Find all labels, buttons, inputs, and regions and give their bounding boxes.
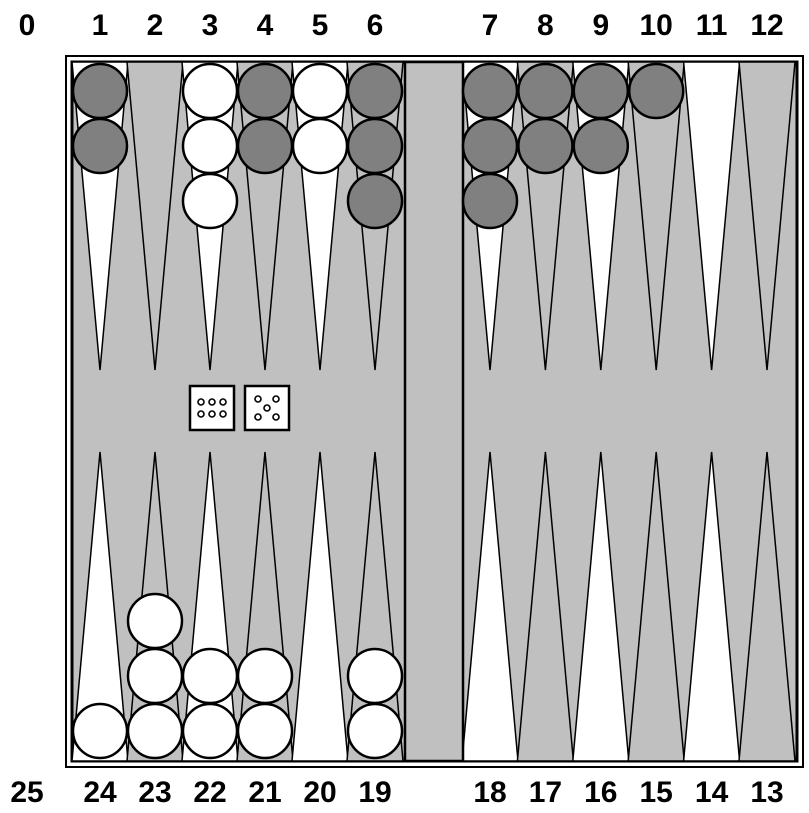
point-label-bottom: 16 — [584, 776, 618, 809]
light-checker-point-23[interactable] — [128, 594, 182, 648]
light-checker-point-23[interactable] — [128, 704, 182, 758]
dark-checker-point-10[interactable] — [629, 64, 683, 118]
point-label-top: 3 — [201, 9, 219, 42]
die-pip — [198, 399, 204, 405]
point-label-bottom: 22 — [193, 776, 227, 809]
corner-label-top-left: 0 — [18, 9, 36, 42]
light-checker-point-5[interactable] — [293, 119, 347, 173]
light-checker-point-19[interactable] — [348, 704, 402, 758]
die-pip — [264, 405, 270, 411]
light-checker-point-22[interactable] — [183, 649, 237, 703]
point-label-bottom: 14 — [694, 776, 729, 809]
die-pip — [255, 396, 261, 402]
light-checker-point-21[interactable] — [238, 704, 292, 758]
point-label-top: 5 — [311, 9, 329, 42]
dark-checker-point-7[interactable] — [463, 64, 517, 118]
dark-checker-point-4[interactable] — [238, 64, 292, 118]
light-checker-point-3[interactable] — [183, 174, 237, 228]
die-pip — [255, 414, 261, 420]
point-label-top: 10 — [639, 9, 673, 42]
light-checker-point-3[interactable] — [183, 119, 237, 173]
dark-checker-point-7[interactable] — [463, 174, 517, 228]
point-label-top: 6 — [366, 9, 384, 42]
dark-checker-point-8[interactable] — [518, 119, 572, 173]
light-checker-point-3[interactable] — [183, 64, 237, 118]
die-pip — [209, 411, 215, 417]
point-label-top: 11 — [695, 9, 728, 42]
dark-checker-point-1[interactable] — [73, 64, 127, 118]
point-label-bottom: 23 — [138, 776, 172, 809]
point-label-bottom: 21 — [248, 776, 282, 809]
die-pip — [198, 411, 204, 417]
point-label-bottom: 15 — [639, 776, 673, 809]
light-checker-point-19[interactable] — [348, 649, 402, 703]
dark-checker-point-1[interactable] — [73, 119, 127, 173]
point-label-top: 1 — [91, 9, 109, 42]
die-1[interactable] — [190, 386, 234, 430]
point-label-top: 7 — [481, 9, 499, 42]
light-checker-point-5[interactable] — [293, 64, 347, 118]
dark-checker-point-9[interactable] — [574, 119, 628, 173]
die-pip — [273, 414, 279, 420]
point-label-top: 8 — [537, 9, 554, 42]
light-checker-point-21[interactable] — [238, 649, 292, 703]
die-pip — [273, 396, 279, 402]
point-label-bottom: 17 — [528, 776, 563, 809]
point-label-bottom: 18 — [473, 776, 507, 809]
die-2[interactable] — [245, 386, 289, 430]
point-label-bottom: 13 — [750, 776, 784, 809]
dark-checker-point-9[interactable] — [574, 64, 628, 118]
die-pip — [220, 399, 226, 405]
point-label-top: 9 — [592, 9, 610, 42]
dark-checker-point-6[interactable] — [348, 119, 402, 173]
bar[interactable] — [405, 62, 463, 761]
light-checker-point-22[interactable] — [183, 704, 237, 758]
point-label-bottom: 20 — [303, 776, 337, 809]
point-label-bottom: 19 — [358, 776, 392, 809]
point-label-bottom: 24 — [83, 776, 117, 809]
dark-checker-point-6[interactable] — [348, 174, 402, 228]
point-label-top: 2 — [146, 9, 164, 42]
die-face — [190, 386, 234, 430]
light-checker-point-23[interactable] — [128, 649, 182, 703]
dark-checker-point-6[interactable] — [348, 64, 402, 118]
die-pip — [209, 399, 215, 405]
light-checker-point-24[interactable] — [73, 704, 127, 758]
point-label-top: 4 — [256, 9, 274, 42]
dark-checker-point-4[interactable] — [238, 119, 292, 173]
point-label-top: 12 — [750, 9, 784, 42]
dark-checker-point-7[interactable] — [463, 119, 517, 173]
corner-label-bottom-left: 25 — [10, 776, 44, 809]
dark-checker-point-8[interactable] — [518, 64, 572, 118]
die-pip — [220, 411, 226, 417]
